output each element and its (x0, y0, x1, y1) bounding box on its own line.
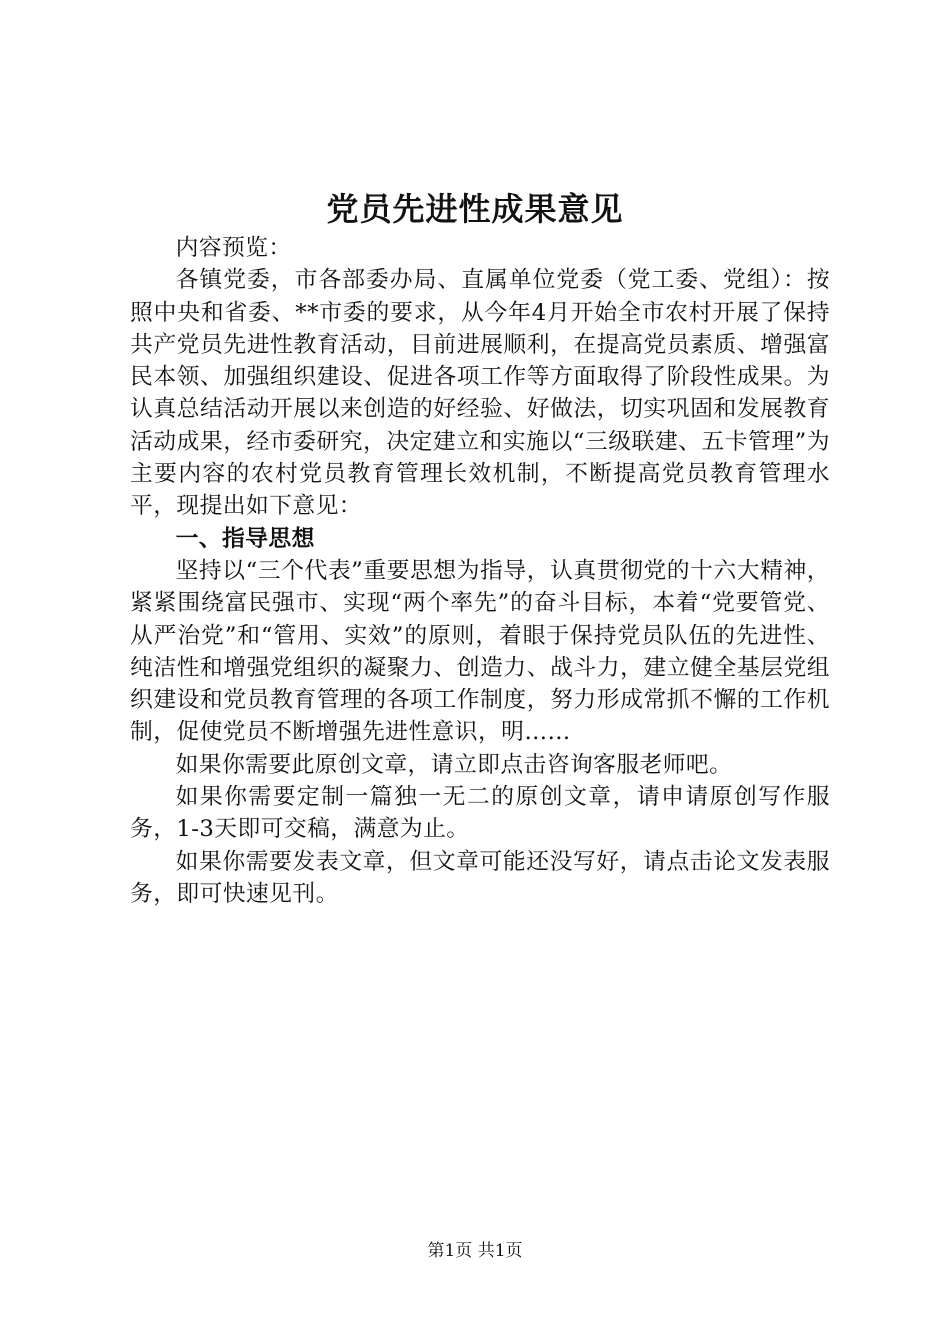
promo-custom-writing-link[interactable]: 如果你需要定制一篇独一无二的原创文章，请申请原创写作服务，1-3天即可交稿，满意为止。 (130, 784, 830, 843)
intro-paragraph: 各镇党委，市各部委办局、直属单位党委（党工委、党组）：按照中央和省委、**市委的要求，从今年4月开始全市农村开展了保持共产党员先进性教育活动，目前进展顺利，在提高党员素质、增强富民本领、加强组织建设、促进各项工作等方面取得了阶段性成果。为认真总结活动开展以来创造的好经验、好做法，切实巩固和发展教育活动成果，经市委研究，决定建立和实施以“三级联建、五卡管理”为主要内容的农村党员教育管理长效机制，不断提高党员教育管理水平，现提出如下意见： (130, 267, 830, 520)
preview-label: 内容预览： (175, 235, 292, 261)
section-paragraph-guiding-ideology: 坚持以“三个代表”重要思想为指导，认真贯彻党的十六大精神，紧紧围绕富民强市、实现“两个率先”的奋斗目标，本着“党要管党、从严治党”和“管用、实效”的原则，着眼于保持党员队伍的先进性、纯洁性和增强党组织的凝聚力、创造力、战斗力，建立健全基层党组织建设和党员教育管理的各项工作制度，努力形成常抓不懈的工作机制，促使党员不断增强先进性意识，明…… (130, 557, 830, 746)
page-footer: 第1页 共1页 (427, 1241, 523, 1261)
promo-consult-link[interactable]: 如果你需要此原创文章，请立即点击咨询客服老师吧。 (175, 751, 733, 778)
document-body (130, 232, 830, 910)
promo-publish-link[interactable]: 如果你需要发表文章，但文章可能还没写好，请点击论文发表服务，即可快速见刊。 (130, 848, 830, 907)
section-heading-guiding-ideology: 一、指导思想 (175, 525, 315, 552)
document-title: 党员先进性成果意见 (326, 190, 624, 228)
